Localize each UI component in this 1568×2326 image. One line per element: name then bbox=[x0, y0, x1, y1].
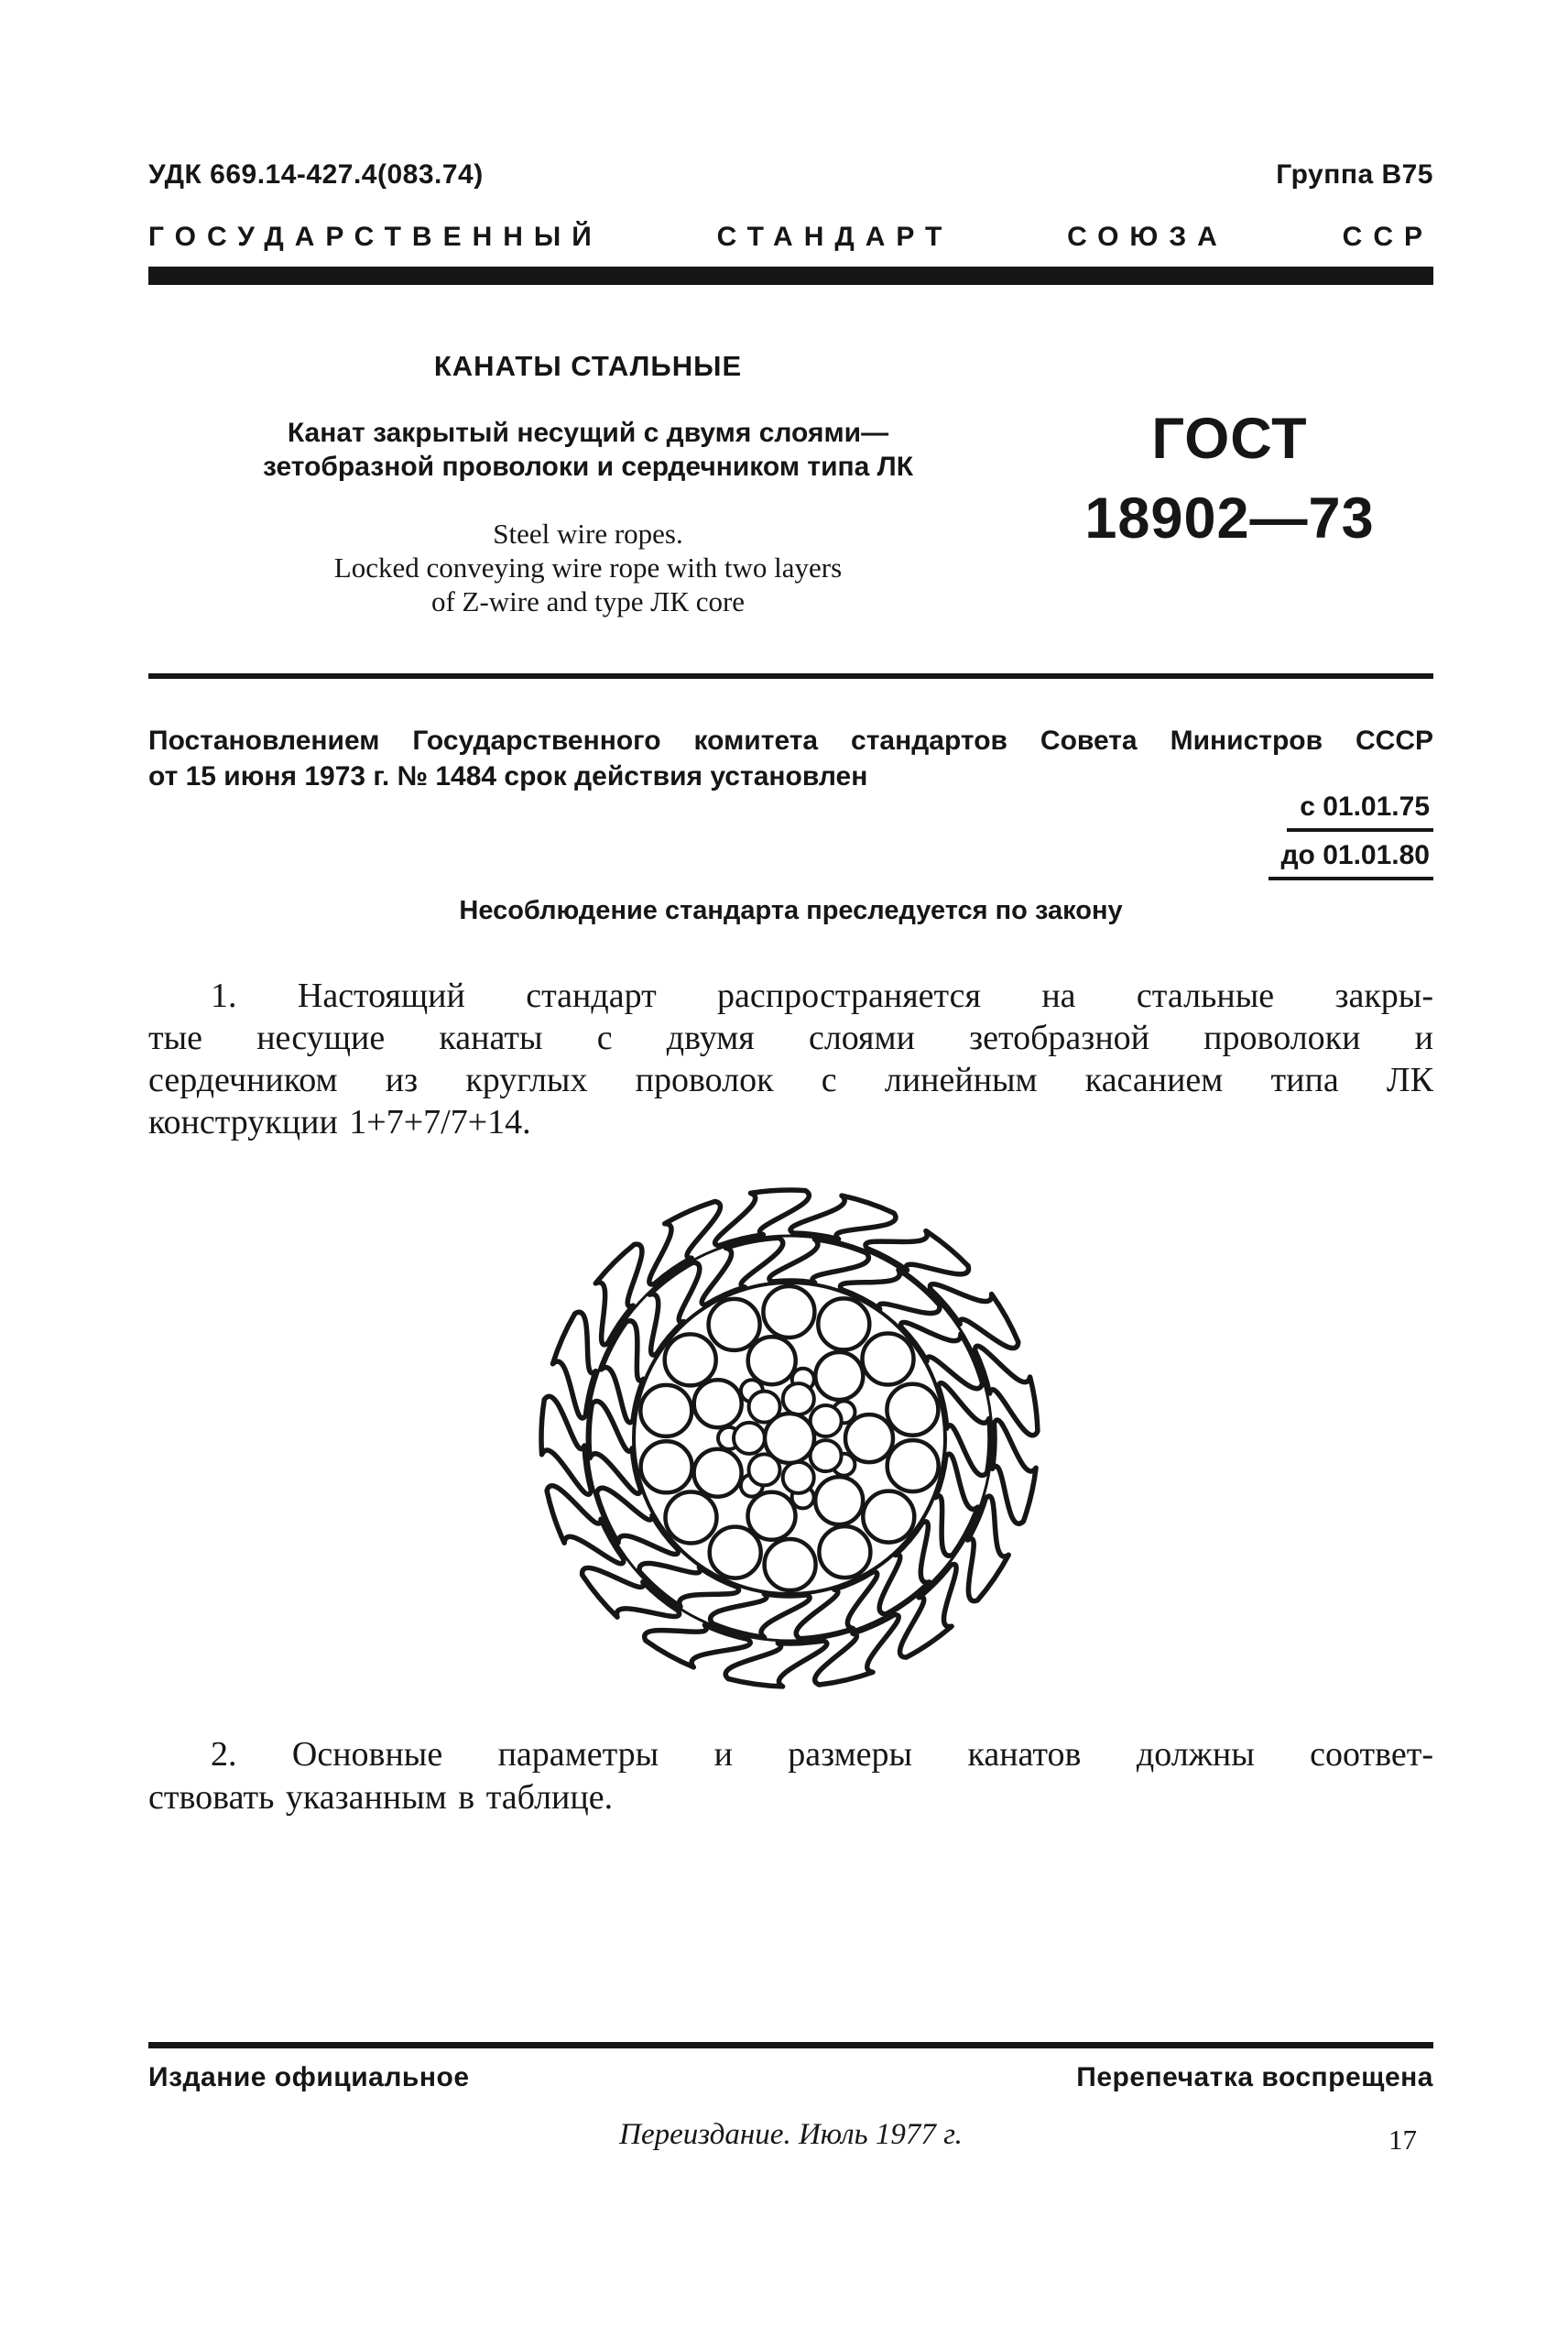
udk-code: УДК 669.14-427.4(083.74) bbox=[148, 159, 484, 190]
reprint-forbidden-label: Перепечатка воспрещена bbox=[1076, 2062, 1433, 2092]
p1-line2: тые несущие канаты с двумя слоями зетобразной проволоки и bbox=[148, 1019, 1433, 1057]
gost-number: 18902—73 bbox=[1084, 486, 1375, 551]
reissue-note: Переиздание. Июль 1977 г. bbox=[619, 2118, 963, 2151]
title-en-line3: of Z-wire and type ЛК core bbox=[430, 585, 746, 617]
p2-line1: 2. Основные параметры и размеры канатов должны соответ- bbox=[211, 1735, 1433, 1774]
title-ru-line1: Канат закрытый несущий с двумя слоями— bbox=[287, 418, 889, 448]
gost-designation bbox=[1026, 399, 1433, 559]
p1-line3: сердечником из круглых проволок с линейным касанием типа ЛК bbox=[148, 1061, 1433, 1099]
enactment-line2: от 15 июня 1973 г. № 1484 срок действия установлен bbox=[148, 761, 868, 792]
official-edition-label: Издание официальное bbox=[148, 2062, 470, 2092]
enactment-line1: Постановлением Государственного комитета стандартов Совета Министров СССР bbox=[148, 726, 1433, 756]
p1-line4: конструкции 1+7+7/7+14. bbox=[148, 1103, 531, 1141]
rope-cross-section-figure bbox=[533, 1182, 1046, 1695]
footer-row bbox=[148, 2062, 1433, 2093]
gost-label: ГОСТ bbox=[1151, 407, 1308, 471]
validity-dates bbox=[148, 792, 1433, 889]
section-2-paragraph bbox=[148, 1733, 1433, 1819]
p2-line2: ствовать указанным в таблице. bbox=[148, 1778, 614, 1817]
footer-rule bbox=[148, 2042, 1433, 2048]
valid-from-date: с 01.01.75 bbox=[1287, 792, 1433, 832]
standard-title-en bbox=[148, 517, 1028, 618]
group-code: Группа В75 bbox=[1276, 159, 1433, 190]
title-block bbox=[148, 350, 1028, 618]
standard-title-ru bbox=[148, 416, 1028, 484]
classification-row bbox=[148, 159, 1433, 191]
section-1-paragraph bbox=[148, 975, 1433, 1143]
header-thick-rule bbox=[148, 267, 1433, 285]
title-en-line2: Locked conveying wire rope with two layers bbox=[333, 551, 843, 584]
valid-to-date: до 01.01.80 bbox=[1269, 840, 1433, 880]
title-ru-line2: зетобразной проволоки и сердечником типа ЛК bbox=[262, 452, 914, 482]
p1-line1: 1. Настоящий стандарт распространяется на стальные закры- bbox=[211, 977, 1433, 1015]
page-number: 17 bbox=[1388, 2124, 1417, 2156]
divider-rule bbox=[148, 673, 1433, 679]
state-standard-header: ГОСУДАРСТВЕННЫЙ СТАНДАРТ СОЮЗА ССР bbox=[148, 222, 1433, 252]
law-notice: Несоблюдение стандарта преследуется по закону bbox=[459, 896, 1123, 925]
title-en-line1: Steel wire ropes. bbox=[493, 518, 683, 550]
standard-category: КАНАТЫ СТАЛЬНЫЕ bbox=[433, 350, 743, 382]
enactment-paragraph bbox=[148, 723, 1433, 794]
